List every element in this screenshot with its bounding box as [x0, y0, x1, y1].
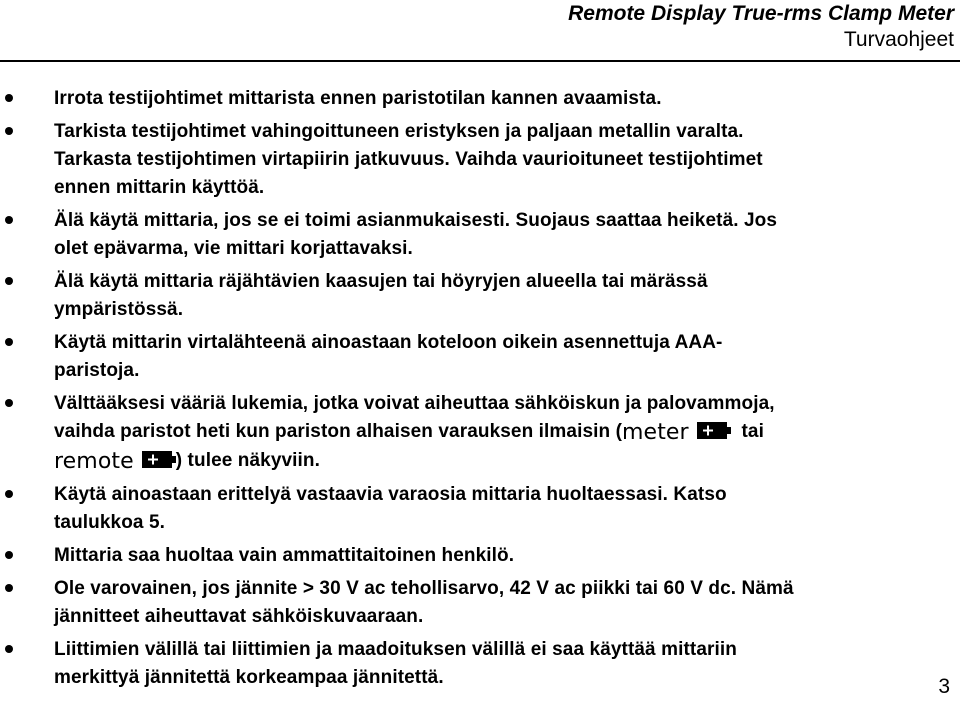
item-line: paristoja.	[54, 360, 140, 381]
item-line: jännitteet aiheuttavat sähköiskuvaaraan.	[54, 606, 424, 627]
list-item	[0, 636, 960, 692]
bullet-icon	[5, 551, 13, 559]
battery-low-icon	[697, 422, 731, 439]
remote-indicator-label: remote	[54, 449, 134, 474]
item-line	[54, 447, 900, 476]
item-line: Tarkista testijohtimet vahingoittuneen eristyksen ja paljaan metallin varalta.	[54, 121, 744, 142]
section-title: Turvaohjeet	[843, 28, 954, 51]
safety-list	[0, 85, 960, 697]
bullet-icon	[5, 490, 13, 498]
battery-low-icon	[142, 451, 176, 468]
item-line: Ole varovainen, jos jännite > 30 V ac tehollisarvo, 42 V ac piikki tai 60 V dc. Nämä	[54, 578, 794, 599]
item-line	[54, 418, 900, 447]
list-item	[0, 118, 960, 202]
list-item	[0, 575, 960, 631]
item-line: Älä käytä mittaria räjähtävien kaasujen tai höyryjen alueella tai märässä	[54, 271, 708, 292]
list-item	[0, 207, 960, 263]
item-line: Käytä ainoastaan erittelyä vastaavia varaosia mittaria huoltaessasi. Katso	[54, 484, 727, 505]
item-text: ) tulee näkyviin.	[175, 450, 320, 471]
item-line: ennen mittarin käyttöä.	[54, 177, 265, 198]
meter-indicator-label: meter	[622, 420, 689, 445]
item-line: ympäristössä.	[54, 299, 184, 320]
item-line: taulukkoa 5.	[54, 512, 166, 533]
list-item-battery-warning	[0, 390, 960, 476]
bullet-icon	[5, 216, 13, 224]
header-divider	[0, 60, 960, 62]
list-item	[0, 85, 960, 113]
bullet-icon	[5, 645, 13, 653]
bullet-icon	[5, 399, 13, 407]
bullet-icon	[5, 94, 13, 102]
item-line: Liittimien välillä tai liittimien ja maadoituksen välillä ei saa käyttää mittariin	[54, 639, 737, 660]
item-line: Välttääksesi vääriä lukemia, jotka voivat aiheuttaa sähköiskun ja palovammoja,	[54, 393, 775, 414]
list-item	[0, 481, 960, 537]
list-item	[0, 329, 960, 385]
item-line: Käytä mittarin virtalähteenä ainoastaan koteloon oikein asennettuja AAA-	[54, 332, 723, 353]
item-text: vaihda paristot heti kun pariston alhaisen varauksen ilmaisin (	[54, 421, 623, 442]
bullet-icon	[5, 277, 13, 285]
bullet-icon	[5, 338, 13, 346]
item-line: Älä käytä mittaria, jos se ei toimi asianmukaisesti. Suojaus saattaa heiketä. Jos	[54, 210, 778, 231]
page-number: 3	[938, 675, 950, 698]
item-line: olet epävarma, vie mittari korjattavaksi.	[54, 238, 413, 259]
bullet-icon	[5, 584, 13, 592]
list-item	[0, 542, 960, 570]
item-line: Mittaria saa huoltaa vain ammattitaitoinen henkilö.	[54, 545, 515, 566]
item-line: merkittyä jännitettä korkeampaa jännitettä.	[54, 667, 444, 688]
document-title: Remote Display True-rms Clamp Meter	[568, 2, 954, 25]
page-header	[568, 1, 954, 53]
item-line: Tarkasta testijohtimen virtapiirin jatkuvuus. Vaihda vaurioituneet testijohtimet	[54, 149, 763, 170]
item-text: tai	[741, 421, 764, 442]
bullet-icon	[5, 127, 13, 135]
list-item	[0, 268, 960, 324]
item-line: Irrota testijohtimet mittarista ennen paristotilan kannen avaamista.	[54, 88, 662, 109]
